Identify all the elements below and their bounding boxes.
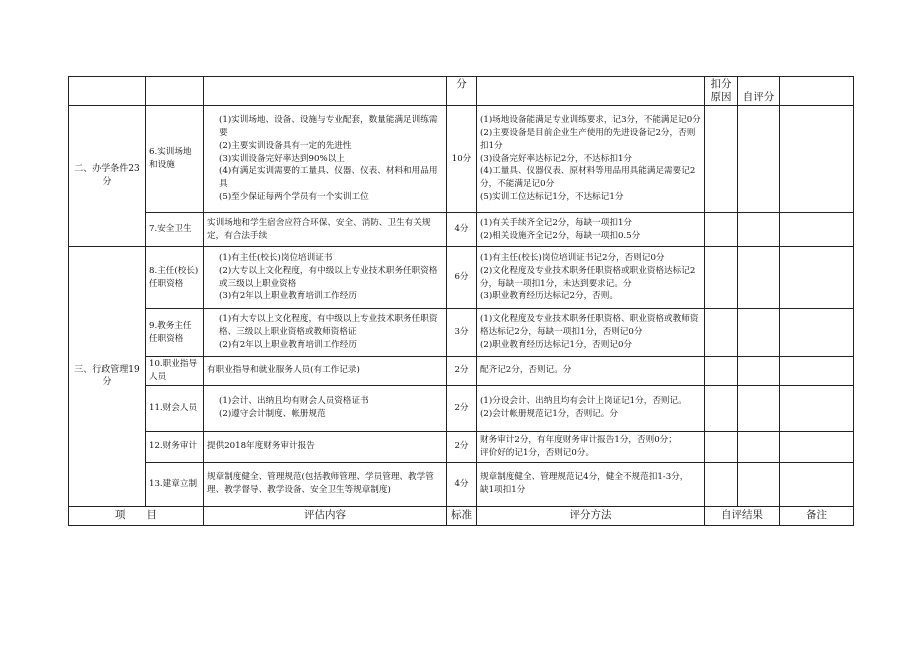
method-line: (1)有主任(校长)岗位培训证书记2分，否则记0分: [480, 252, 665, 263]
method-cell: [477, 247, 705, 309]
table-row: [69, 462, 854, 506]
method-cell: [477, 357, 705, 386]
remark-cell[interactable]: [780, 106, 854, 213]
method-line: (1)文化程度及专业技术职务任职资格、职业资格或教师资格达标记2分，每缺一项扣1分，否则记0分: [480, 314, 699, 338]
method-line: (4)工量具、仪器仪表、原材料等用品用具能满足需要记2分，不能满足记0分: [480, 166, 696, 190]
top-header-standard: 分: [447, 77, 477, 106]
content-line: 有职业指导和就业服务人员(有工作记录): [207, 365, 360, 376]
content-line: (3)有2年以上职业教育培训工作经历: [219, 291, 357, 302]
method-line: (2)职业教育经历达标记1分，否则记0分: [480, 339, 633, 350]
content-line: (1)实训场地、设备、设施与专业配套，数量能满足训练需要: [219, 115, 438, 138]
table-row: [69, 106, 854, 213]
content-line: (1)会计、出纳且均有财会人员资格证书: [219, 396, 369, 407]
deduct-reason-cell[interactable]: [705, 309, 738, 357]
content-line: (1)有主任(校长)岗位培训证书: [219, 252, 333, 263]
method-cell: [477, 309, 705, 357]
method-cell: [477, 385, 705, 431]
self-score-cell[interactable]: [738, 213, 780, 247]
method-line: 财务审计2分，有年度财务审计报告1分，否则0分；: [480, 434, 677, 445]
item-name-cell: 8.主任(校长)任职资格: [146, 247, 204, 309]
method-line: (5)实训工位达标记1分，不达标记1分: [480, 191, 624, 202]
deduct-reason-cell[interactable]: [705, 431, 738, 462]
method-line: (3)设备完好率达标记2分，不达标扣1分: [480, 153, 633, 164]
method-line: (2)主要设备是目前企业生产使用的先进设备记2分，否则扣1分: [480, 128, 696, 151]
table-row: [69, 309, 854, 357]
bottom-header-row: [69, 506, 854, 525]
content-line: (2)主要实训设备具有一定的先进性: [219, 140, 352, 151]
top-header-blank-content: [204, 77, 447, 106]
evaluation-table: [68, 76, 854, 526]
method-line: 配齐记2分，否则记。分: [480, 365, 572, 376]
content-line: (5)至少保证每两个学员有一个实训工位: [219, 191, 369, 202]
content-line: (2)遵守会计制度、帐册规范: [219, 409, 326, 420]
content-line: (2)有2年以上职业教育培训工作经历: [219, 339, 357, 350]
content-cell: [204, 309, 447, 357]
content-cell: [204, 247, 447, 309]
content-line: (1)有大专以上文化程度，有中级以上专业技术职务任职资格、三级以上职业资格或教师资格证: [219, 314, 438, 338]
method-line: (2)会计帐册规范记1分，否则记。分: [480, 409, 618, 420]
item-name-cell: 9.教务主任任职资格: [146, 309, 204, 357]
content-cell: [204, 213, 447, 247]
deduct-reason-cell[interactable]: [705, 385, 738, 431]
remark-cell[interactable]: [780, 385, 854, 431]
deduct-reason-cell[interactable]: [705, 247, 738, 309]
standard-cell: 10分: [447, 106, 477, 213]
remark-cell[interactable]: [780, 309, 854, 357]
method-line: 规章制度健全、管理规范记4分，健全不规范扣1-3分，: [480, 472, 689, 483]
method-cell: [477, 431, 705, 462]
bottom-header-method: 评分方法: [477, 506, 705, 525]
table-row: [69, 247, 854, 309]
deduct-reason-cell[interactable]: [705, 213, 738, 247]
item-name-cell: 13.建章立制: [146, 462, 204, 506]
method-line: (1)有关手续齐全记2分，每缺一项扣1分: [480, 217, 633, 228]
table-row: [69, 357, 854, 386]
method-cell: [477, 462, 705, 506]
content-line: 提供2018年度财务审计报告: [207, 441, 315, 452]
method-line: (2)文化程度及专业技术职务任职资格或职业资格达标记2分，每缺一项扣1分，未达到要求记。分: [480, 265, 696, 289]
content-line: (4)有满足实训需要的工量具、仪器、仪表、材料和用品用具: [219, 166, 438, 190]
item-name-cell: 6.实训场地和设施: [146, 106, 204, 213]
method-line: (3)职业教育经历达标记2分，否则。: [480, 291, 618, 302]
method-cell: [477, 213, 705, 247]
content-cell: [204, 462, 447, 506]
group-name-cell: 二、办学条件23分: [69, 106, 146, 247]
item-name-cell: 7.安全卫生: [146, 213, 204, 247]
bottom-header-project: 项 目: [69, 506, 204, 525]
self-score-cell[interactable]: [738, 385, 780, 431]
content-line: 规章制度健全、管理规范(包括教师管理、学员管理、教学管理、教学督导、教学设备、安全卫生等规章制度): [207, 472, 434, 496]
item-name-cell: 12.财务审计: [146, 431, 204, 462]
bottom-header-content: 评估内容: [204, 506, 447, 525]
standard-cell: 2分: [447, 385, 477, 431]
remark-cell[interactable]: [780, 247, 854, 309]
top-header-blank-item: [146, 77, 204, 106]
table-row: [69, 385, 854, 431]
deduct-reason-cell[interactable]: [705, 106, 738, 213]
remark-cell[interactable]: [780, 357, 854, 386]
bottom-header-standard: 标准: [447, 506, 477, 525]
method-line: (1)分设会计、出纳且均有会计上岗证记1分，否则记。: [480, 396, 687, 407]
group-name-cell: 三、行政管理19分: [69, 247, 146, 507]
content-cell: [204, 106, 447, 213]
content-line: (3)实训设备完好率达到90%以上: [219, 153, 345, 164]
bottom-header-remark: 备注: [780, 506, 854, 525]
top-header-blank-method: [477, 77, 705, 106]
deduct-reason-cell[interactable]: [705, 357, 738, 386]
remark-cell[interactable]: [780, 462, 854, 506]
item-name-cell: 11.财会人员: [146, 385, 204, 431]
top-header-deduct-reason: 扣分原因: [705, 77, 738, 106]
standard-cell: 2分: [447, 431, 477, 462]
deduct-reason-cell[interactable]: [705, 462, 738, 506]
standard-cell: 4分: [447, 213, 477, 247]
method-line: (2)相关设施齐全记2分，每缺一项扣0.5分: [480, 230, 641, 241]
self-score-cell[interactable]: [738, 309, 780, 357]
method-line: (1)场地设备能满足专业训练要求，记3分，不能满足记0分: [480, 115, 701, 126]
standard-cell: 2分: [447, 357, 477, 386]
content-line: (2)大专以上文化程度，有中级以上专业技术职务任职资格或三级以上职业资格: [219, 265, 438, 289]
self-score-cell[interactable]: [738, 357, 780, 386]
content-cell: [204, 357, 447, 386]
self-score-cell[interactable]: [738, 106, 780, 213]
remark-cell[interactable]: [780, 213, 854, 247]
method-line: 缺1项扣1分: [480, 485, 526, 496]
standard-cell: 6分: [447, 247, 477, 309]
method-cell: [477, 106, 705, 213]
self-score-cell[interactable]: [738, 247, 780, 309]
self-score-cell[interactable]: [738, 462, 780, 506]
standard-cell: 4分: [447, 462, 477, 506]
content-line: 实训场地和学生宿舍应符合环保、安全、消防、卫生有关规定，有合法手续: [207, 217, 431, 241]
content-cell: [204, 385, 447, 431]
table-row: [69, 431, 854, 462]
top-header-blank-group: [69, 77, 146, 106]
content-cell: [204, 431, 447, 462]
top-header-self-score: 自评分: [738, 77, 780, 106]
top-header-blank-remark: [780, 77, 854, 106]
bottom-header-self-result: 自评结果: [705, 506, 780, 525]
standard-cell: 3分: [447, 309, 477, 357]
remark-cell[interactable]: [780, 431, 854, 462]
item-name-cell: 10.职业指导人员: [146, 357, 204, 386]
table-row: [69, 213, 854, 247]
top-header-row: [69, 77, 854, 106]
method-line: 评价好的记1分，否则记0分。: [480, 447, 595, 458]
self-score-cell[interactable]: [738, 431, 780, 462]
